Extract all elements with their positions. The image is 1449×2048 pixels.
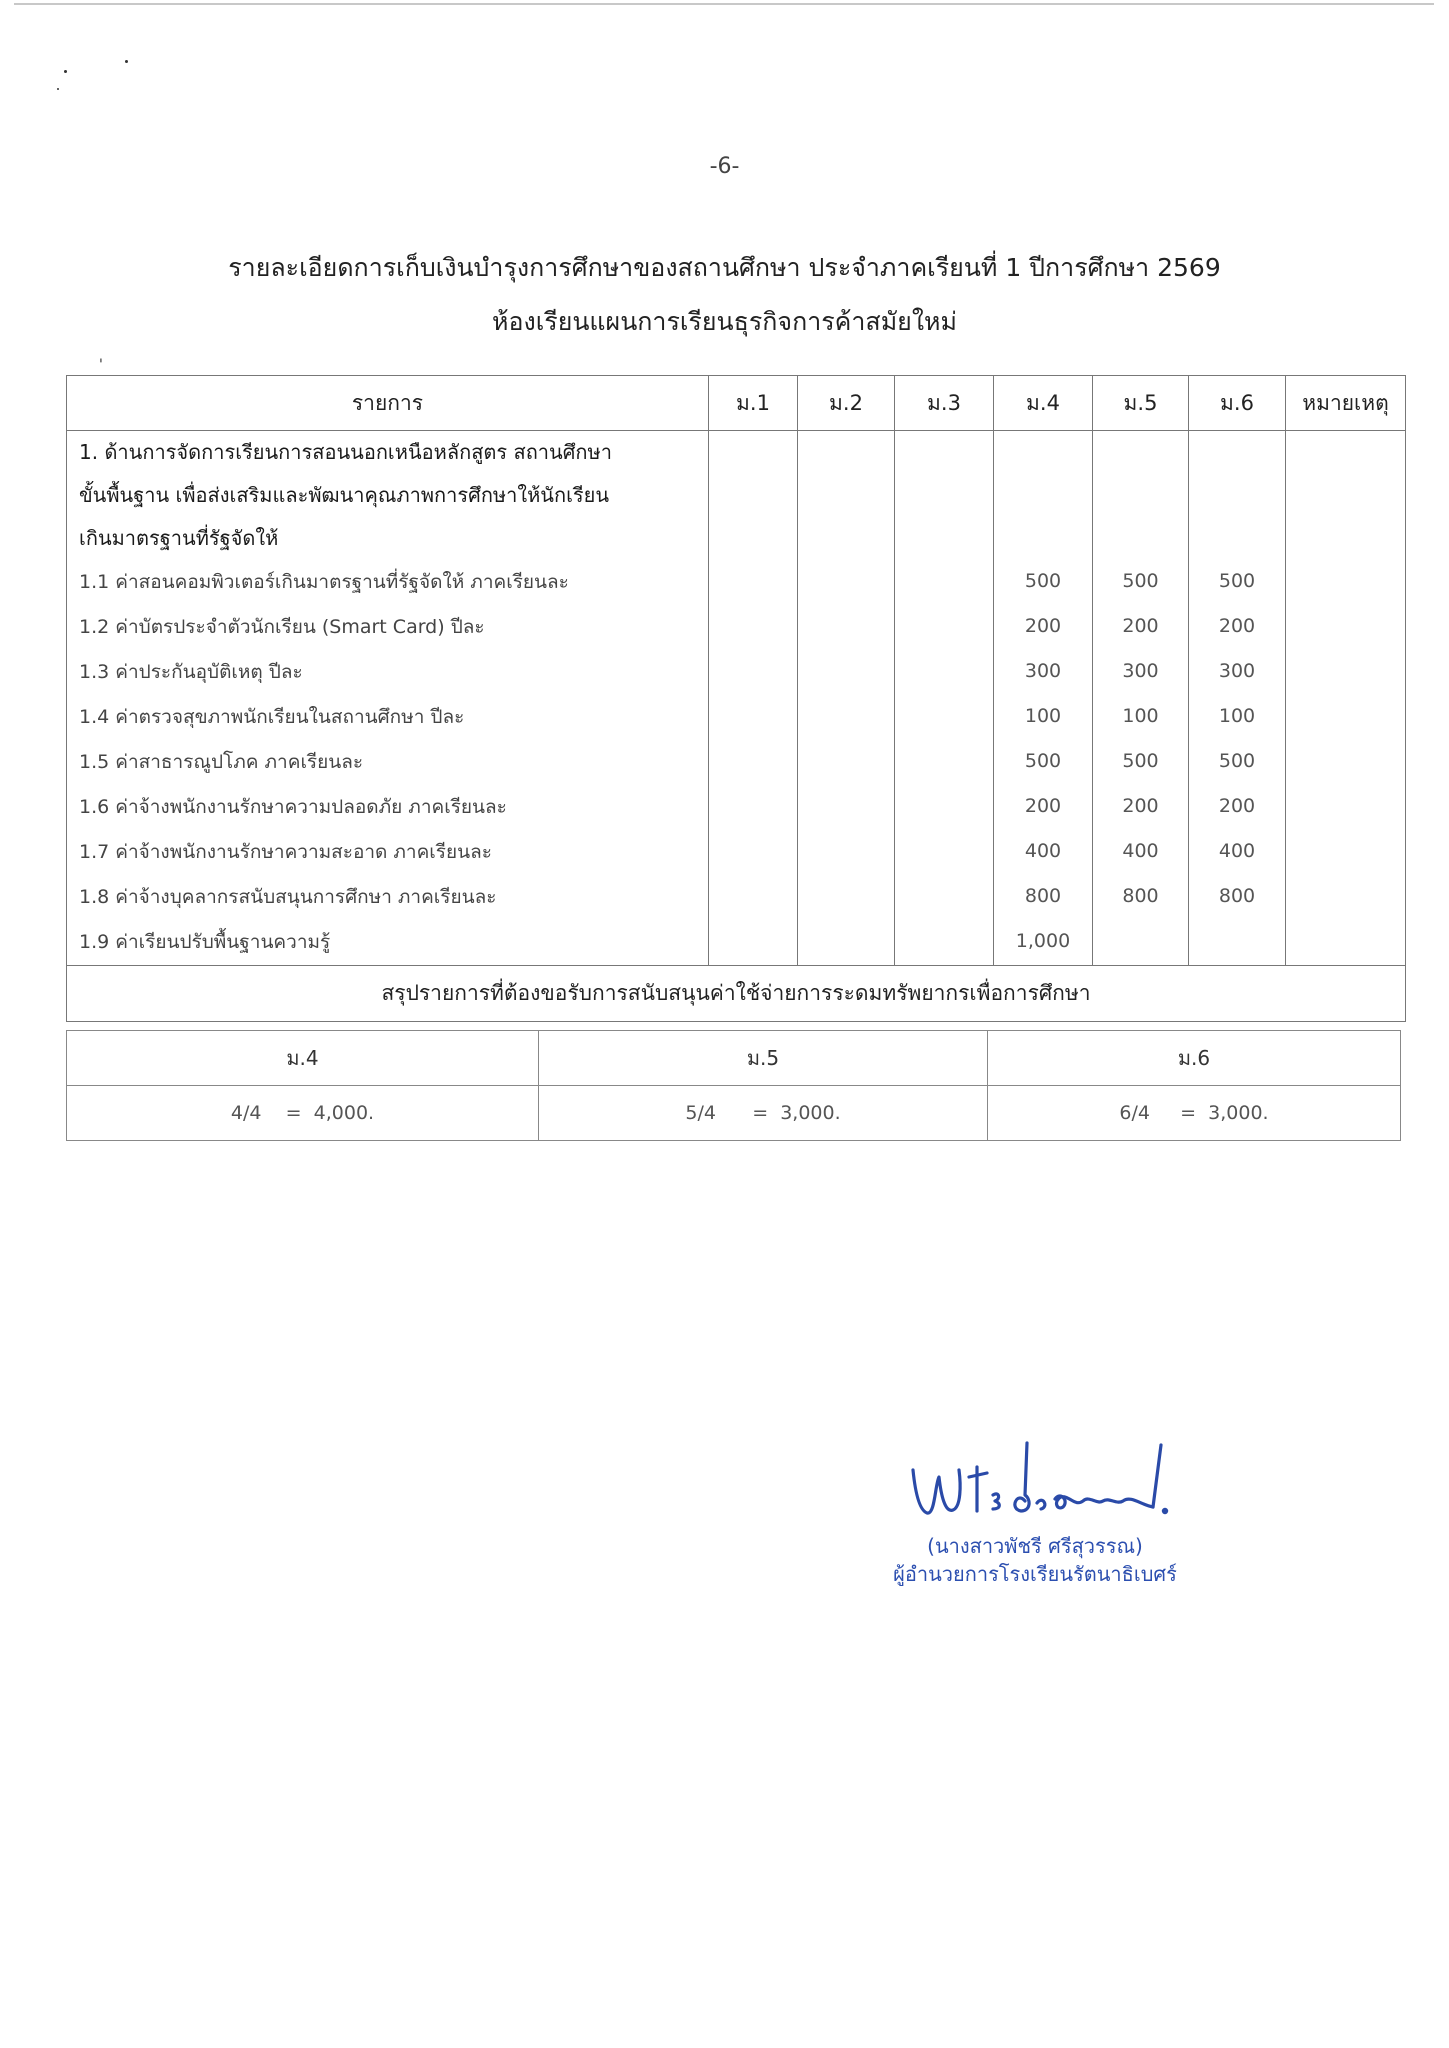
page-number: -6- bbox=[709, 154, 740, 179]
m3-value bbox=[895, 649, 993, 694]
m4-column bbox=[994, 431, 1093, 966]
m5-value: 300 bbox=[1122, 660, 1159, 682]
m4-value: 400 bbox=[1024, 840, 1062, 862]
summary-title: สรุปรายการที่ต้องขอรับการสนับสนุนค่าใช้จ่ายการระดมทรัพยากรเพื่อการศึกษา bbox=[67, 966, 1406, 1022]
document-title: รายละเอียดการเก็บเงินบำรุงการศึกษาของสถานศึกษา ประจำภาคเรียนที่ 1 ปีการศึกษา 2569 bbox=[228, 253, 1221, 282]
m4-value: 200 bbox=[1024, 795, 1062, 817]
m1-value bbox=[709, 784, 797, 829]
m1-value bbox=[709, 559, 797, 604]
m2-value bbox=[798, 784, 894, 829]
summary-header-m6: ม.6 bbox=[988, 1031, 1401, 1086]
summary-value-m6: 6/4 = 3,000. bbox=[988, 1086, 1401, 1141]
m5-value: 500 bbox=[1122, 570, 1159, 592]
m6-value: 100 bbox=[1218, 705, 1256, 727]
header-note: หมายเหตุ bbox=[1286, 376, 1406, 431]
m1-value bbox=[709, 604, 797, 649]
m2-value bbox=[798, 604, 894, 649]
speck bbox=[64, 70, 67, 73]
m1-value bbox=[709, 649, 797, 694]
m1-value bbox=[709, 919, 797, 964]
summary-header-m5: ม.5 bbox=[539, 1031, 988, 1086]
m2-value bbox=[798, 829, 894, 874]
section-heading-line: ขั้นพื้นฐาน เพื่อส่งเสริมและพัฒนาคุณภาพการศึกษาให้นักเรียน bbox=[79, 483, 610, 507]
m2-value bbox=[798, 919, 894, 964]
summary-header-row bbox=[67, 1031, 1401, 1086]
item-label: 1.9 ค่าเรียนปรับพื้นฐานความรู้ bbox=[79, 931, 331, 953]
header-m3: ม.3 bbox=[895, 376, 994, 431]
m4-value: 200 bbox=[1024, 615, 1062, 637]
m5-value: 200 bbox=[1122, 615, 1159, 637]
m3-value bbox=[895, 604, 993, 649]
m2-value bbox=[798, 739, 894, 784]
summary-title-row bbox=[67, 966, 1406, 1022]
item-column bbox=[67, 431, 709, 966]
m6-value: 300 bbox=[1218, 660, 1256, 682]
section-heading-line: เกินมาตรฐานที่รัฐจัดให้ bbox=[79, 526, 279, 550]
summary-value-m5: 5/4 = 3,000. bbox=[539, 1086, 988, 1141]
page-top-edge bbox=[14, 3, 1434, 5]
item-label: 1.4 ค่าตรวจสุขภาพนักเรียนในสถานศึกษา ปีละ bbox=[79, 706, 465, 728]
m5-column bbox=[1093, 431, 1189, 966]
m4-value: 500 bbox=[1024, 750, 1062, 772]
m1-value bbox=[709, 694, 797, 739]
header-m2: ม.2 bbox=[798, 376, 895, 431]
m6-value: 400 bbox=[1218, 840, 1256, 862]
m4-value: 500 bbox=[1024, 570, 1062, 592]
m1-value bbox=[709, 829, 797, 874]
header-item: รายการ bbox=[67, 376, 709, 431]
m3-value bbox=[895, 784, 993, 829]
m2-value bbox=[798, 559, 894, 604]
summary-header-m4: ม.4 bbox=[67, 1031, 539, 1086]
summary-value-m4: 4/4 = 4,000. bbox=[67, 1086, 539, 1141]
m6-value: 500 bbox=[1218, 750, 1256, 772]
section-heading-line: 1. ด้านการจัดการเรียนการสอนนอกเหนือหลักสูตร สถานศึกษา bbox=[79, 440, 612, 464]
m1-value bbox=[709, 739, 797, 784]
header-m4: ม.4 bbox=[994, 376, 1093, 431]
m3-value bbox=[895, 919, 993, 964]
m6-value: 200 bbox=[1218, 795, 1256, 817]
m6-value: 500 bbox=[1218, 570, 1256, 592]
m5-value bbox=[1093, 919, 1188, 964]
m6-value: 200 bbox=[1218, 615, 1256, 637]
header-m5: ม.5 bbox=[1093, 376, 1189, 431]
note-column bbox=[1286, 431, 1406, 966]
m4-value: 300 bbox=[1024, 660, 1062, 682]
summary-value-row bbox=[67, 1086, 1401, 1141]
m6-value bbox=[1189, 919, 1285, 964]
note-value bbox=[1286, 559, 1405, 604]
m1-column bbox=[709, 431, 798, 966]
m5-value: 800 bbox=[1122, 885, 1159, 907]
document-subtitle: ห้องเรียนแผนการเรียนธุรกิจการค้าสมัยใหม่ bbox=[492, 307, 957, 336]
m5-value: 200 bbox=[1122, 795, 1159, 817]
item-label: 1.3 ค่าประกันอุบัติเหตุ ปีละ bbox=[79, 661, 303, 683]
signatory-position: ผู้อำนวยการโรงเรียนรัตนาธิเบศร์ bbox=[893, 1562, 1177, 1586]
m2-value bbox=[798, 649, 894, 694]
m6-column bbox=[1189, 431, 1286, 966]
table-body-row bbox=[67, 431, 1406, 966]
m2-value bbox=[798, 874, 894, 919]
m3-column bbox=[895, 431, 994, 966]
m5-value: 400 bbox=[1122, 840, 1159, 862]
stray-mark: ' bbox=[99, 357, 103, 373]
header-m6: ม.6 bbox=[1189, 376, 1286, 431]
m2-value bbox=[798, 694, 894, 739]
m3-value bbox=[895, 874, 993, 919]
item-label: 1.7 ค่าจ้างพนักงานรักษาความสะอาด ภาคเรียนละ bbox=[79, 841, 492, 863]
m3-value bbox=[895, 829, 993, 874]
item-label: 1.8 ค่าจ้างบุคลากรสนับสนุนการศึกษา ภาคเรียนละ bbox=[79, 886, 497, 908]
m3-value bbox=[895, 694, 993, 739]
m5-value: 500 bbox=[1122, 750, 1159, 772]
m3-value bbox=[895, 559, 993, 604]
signature-scribble bbox=[905, 1415, 1225, 1525]
item-label: 1.1 ค่าสอนคอมพิวเตอร์เกินมาตรฐานที่รัฐจัดให้ ภาคเรียนละ bbox=[79, 571, 569, 593]
fee-table bbox=[66, 375, 1406, 1022]
header-m1: ม.1 bbox=[709, 376, 798, 431]
m4-value: 800 bbox=[1024, 885, 1062, 907]
signatory-name: (นางสาวพัชรี ศรีสุวรรณ) bbox=[927, 1534, 1143, 1558]
m4-value: 1,000 bbox=[1015, 930, 1071, 952]
summary-table bbox=[66, 1030, 1401, 1141]
m4-value: 100 bbox=[1024, 705, 1062, 727]
item-label: 1.6 ค่าจ้างพนักงานรักษาความปลอดภัย ภาคเรียนละ bbox=[79, 796, 507, 818]
table-header-row bbox=[67, 376, 1406, 431]
m2-column bbox=[798, 431, 895, 966]
item-label: 1.2 ค่าบัตรประจำตัวนักเรียน (Smart Card) ปีละ bbox=[79, 616, 485, 638]
m3-value bbox=[895, 739, 993, 784]
item-label: 1.5 ค่าสาธารณูปโภค ภาคเรียนละ bbox=[79, 751, 364, 773]
m1-value bbox=[709, 874, 797, 919]
m5-value: 100 bbox=[1122, 705, 1159, 727]
speck bbox=[125, 60, 128, 63]
m6-value: 800 bbox=[1218, 885, 1256, 907]
speck bbox=[57, 88, 59, 90]
